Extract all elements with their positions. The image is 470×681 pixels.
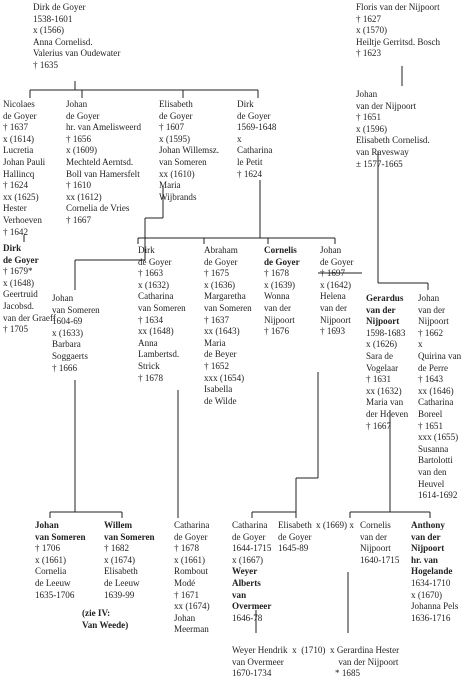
person-dirk-de-goyer-1679: Dirk de Goyer † 1679* x (1648) Geertruid Jacobsd. van der Graeff † 1705 (3, 243, 56, 335)
person-cornelis-de-goyer: Cornelis de Goyer † 1678 x (1639) Wonna van der Nijpoort † 1676 (264, 245, 300, 337)
person-elisabeth-de-goyer-1645: Elisabeth de Goyer 1645-89 (278, 520, 312, 554)
person-johan-de-goyer-1697: Johan de Goyer † 1697 x (1642) Helena van der Nijpoort † 1693 (320, 245, 354, 337)
person-johan-de-goyer-amelisweerd: Johan de Goyer hr. van Amelisweerd † 1656 x (1609) Mechteld Aerntsd. Boll van Hamersfelt † 1610 xx (1612) Cornelia de Vries † 1667 (66, 99, 142, 225)
person-abraham-de-goyer: Abraham de Goyer † 1675 x (1636) Margaretha van Someren † 1637 xx (1643) Maria de Beyer † 1652 xxx (1654) Isabella de Wilde (204, 245, 252, 406)
person-nicolaes-de-goyer: Nicolaes de Goyer † 1637 x (1614) Lucretia Johan Pauli Hallincq † 1624 xx (1625) Hester Verhoeven † 1642 (3, 99, 46, 237)
person-weyer-hendrik-van-overmeer: Weyer Hendrik x (1710) x Gerardina Hester van Overmeer van der Nijpoort 1670-1734 * 1685 (232, 645, 400, 679)
person-elisabeth-de-goyer-1607: Elisabeth de Goyer † 1607 x (1595) Johan Willemsz. van Someren xx (1610) Maria Wijbrands (159, 99, 220, 202)
marriage-1669-label: x (1669) x (316, 520, 354, 530)
person-anthony-van-der-nijpoort: Anthony van der Nijpoort hr. van Hogelande 1634-1710 x (1670) Johanna Pels 1636-1716 (411, 520, 459, 623)
person-catharina-de-goyer-1644: Catharina de Goyer 1644-1715 x (1667) Weyer Alberts van Overmeer 1646-78 (232, 520, 272, 623)
person-johan-van-der-nijpoort-1662: Johan van der Nijpoort † 1662 x Quirina van de Perre † 1643 xx (1646) Catharina Boreel † 1651 xxx (1655) Susanna Bartolotti van den Heuvel 1614-1692 (418, 293, 462, 501)
person-dirk-de-goyer-1663: Dirk de Goyer † 1663 x (1632) Catharina van Someren † 1634 xx (1648) Anna Lambertsd. Strick † 1678 (138, 245, 186, 383)
person-willem-van-someren: Willem van Someren † 1682 x (1674) Elisabeth de Leeuw 1639-99 (104, 520, 155, 600)
person-gerardus-van-der-nijpoort: Gerardus van der Nijpoort 1598-1683 x (1626) Sara de Vogelaar † 1631 xx (1632) Maria van der Hoeven † 1667 (366, 293, 409, 431)
person-dirk-de-goyer-1538: Dirk de Goyer 1538-1601 x (1566) Anna Cornelisd. Valerius van Oudewater † 1635 (33, 2, 121, 70)
person-johan-van-someren-1604: Johan van Someren 1604-69 x (1633) Barbara Soggaerts † 1666 (52, 293, 100, 373)
person-floris-van-der-nijpoort: Floris van der Nijpoort † 1627 x (1570) Heiltje Gerritsd. Bosch † 1623 (356, 2, 441, 59)
person-dirk-de-goyer-1569: Dirk de Goyer 1569-1648 x Catharina le Petit † 1624 (237, 99, 277, 179)
person-catharina-de-goyer-1678: Catharina de Goyer † 1678 x (1661) Rombout Modé † 1671 xx (1674) Johan Meerman (174, 520, 210, 635)
person-johan-van-der-nijpoort-1651: Johan van der Nijpoort † 1651 x (1596) Elisabeth Cornelisd. van Ravesway ± 1577-1665 (356, 89, 430, 169)
see-reference-van-weede: (zie IV: Van Weede) (82, 608, 129, 630)
person-johan-van-someren-1706: Johan van Someren † 1706 x (1661) Cornelia de Leeuw 1635-1706 (35, 520, 86, 600)
person-cornelis-van-der-nijpoort: Cornelis van der Nijpoort 1640-1715 (360, 520, 400, 565)
